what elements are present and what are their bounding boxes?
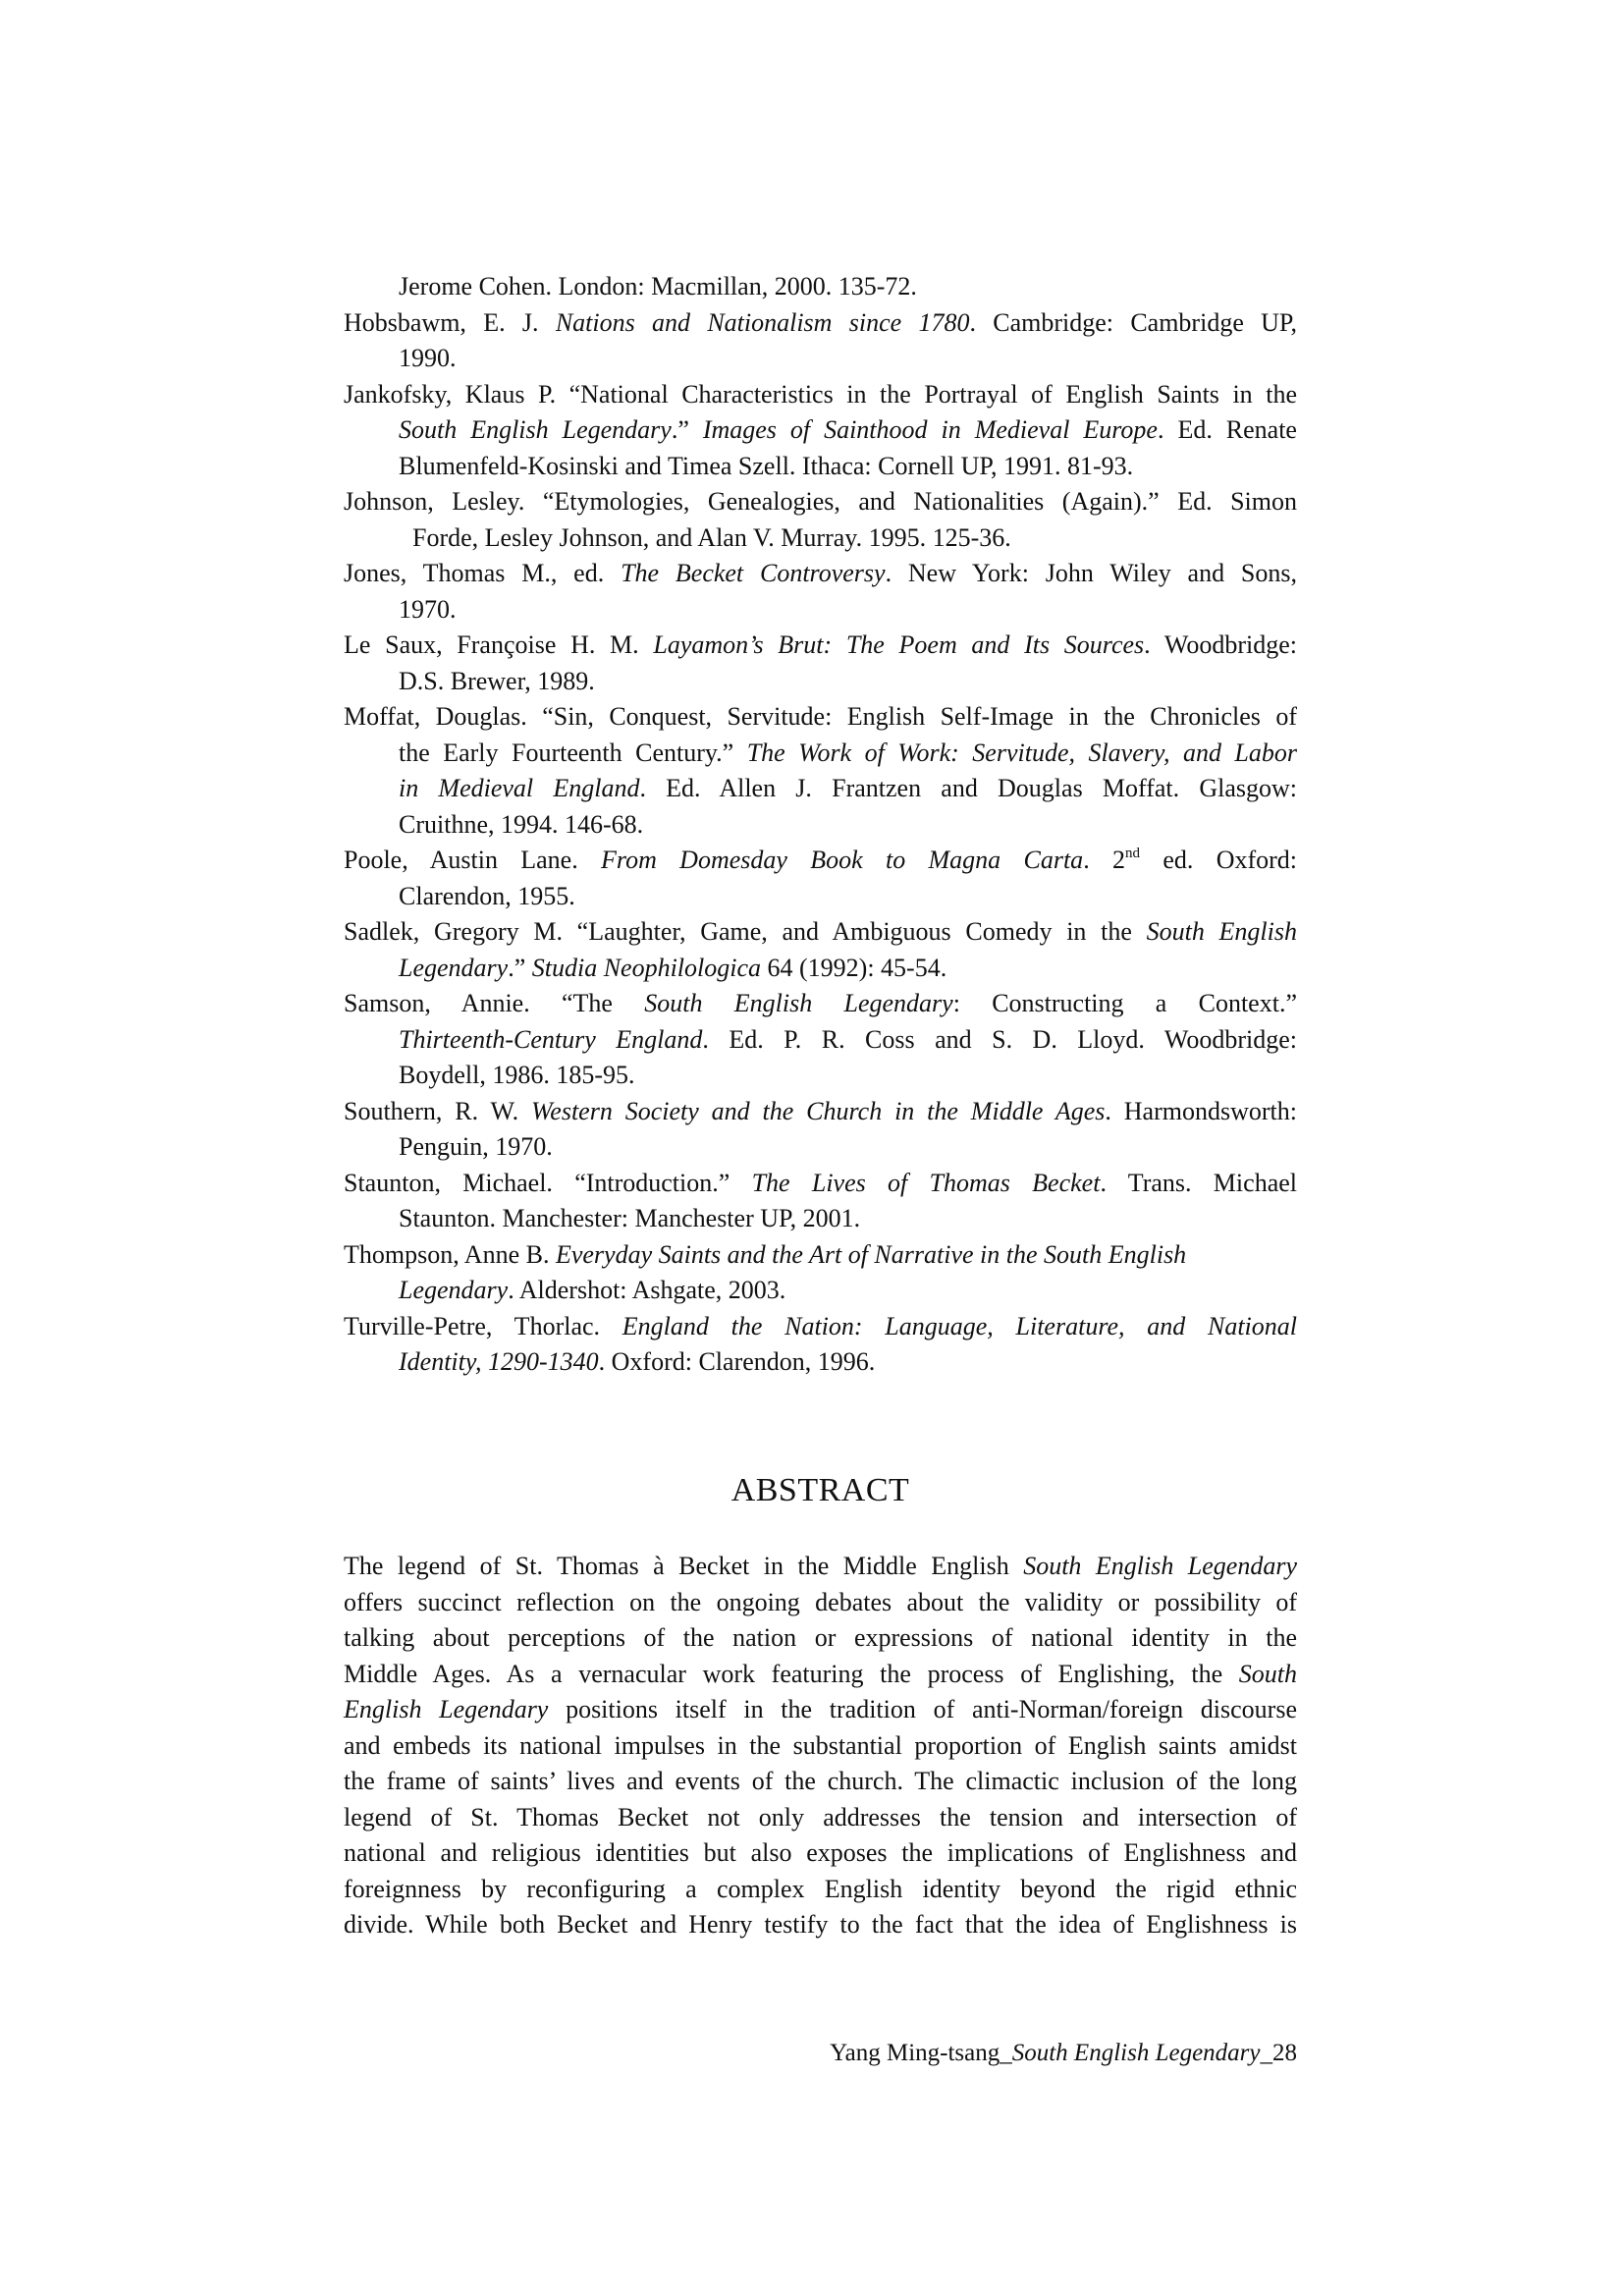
- italic-title: Everyday Saints and the Art of Narrative in the South English: [555, 1239, 1187, 1269]
- reference-line: [344, 1129, 1297, 1166]
- reference-entry: [344, 699, 1297, 843]
- italic-title: South English Legendary: [399, 415, 672, 444]
- abstract-line: [344, 1907, 1297, 1943]
- italic-title: The Becket Controversy: [621, 559, 886, 587]
- abstract-line: [344, 1872, 1297, 1908]
- italic-title: South English Legendary: [1023, 1552, 1297, 1580]
- reference-line: [344, 1201, 1297, 1237]
- reference-line: [344, 879, 1297, 915]
- reference-line: [344, 556, 1297, 592]
- abstract-line: [344, 1800, 1297, 1836]
- reference-line: [344, 986, 1297, 1022]
- reference-entry: [344, 986, 1297, 1094]
- italic-title: South: [1238, 1659, 1297, 1688]
- italic-title: English Legendary: [344, 1695, 549, 1723]
- text-segment: .”: [671, 415, 703, 444]
- text-segment: divide. While both Becket and Henry testify to the fact that the idea of Englishness is: [344, 1910, 1297, 1939]
- reference-entry: [344, 269, 1297, 305]
- text-segment: D.S. Brewer, 1989.: [399, 666, 595, 695]
- italic-title: The Lives of Thomas Becket: [751, 1168, 1101, 1197]
- text-segment: Sadlek, Gregory M. “Laughter, Game, and Ambiguous Comedy in the: [344, 917, 1147, 946]
- abstract-line: [344, 1657, 1297, 1693]
- reference-entry: [344, 305, 1297, 377]
- text-segment: legend of St. Thomas Becket not only addresses the tension and intersection of: [344, 1802, 1297, 1831]
- text-segment: . Ed. P. R. Coss and S. D. Lloyd. Woodbridge:: [702, 1024, 1298, 1054]
- text-segment: Penguin, 1970.: [399, 1132, 553, 1161]
- reference-entry: [344, 628, 1297, 699]
- reference-line: [344, 1094, 1297, 1130]
- text-segment: : Constructing a Context.”: [952, 989, 1297, 1017]
- text-segment: foreignness by reconfiguring a complex English identity beyond the rigid ethnic: [344, 1874, 1297, 1903]
- text-segment: 64 (1992): 45-54.: [761, 953, 947, 982]
- italic-title: The Work of Work: Servitude, Slavery, and Labor: [746, 738, 1297, 767]
- text-segment: . Cambridge: Cambridge UP,: [969, 307, 1298, 337]
- reference-entry: [344, 914, 1297, 986]
- italic-title: Images of Sainthood in Medieval Europe: [702, 415, 1158, 444]
- text-segment: and embeds its national impulses in the substantial proportion of English saints amidst: [344, 1730, 1297, 1760]
- works-cited-list: [344, 269, 1297, 1381]
- italic-title: Studia Neophilologica: [531, 953, 762, 982]
- reference-line: [344, 1022, 1297, 1059]
- text-segment: . Ed. Allen J. Frantzen and Douglas Moffat. Glasgow:: [639, 774, 1297, 802]
- text-segment: . Woodbridge:: [1144, 630, 1297, 659]
- reference-line: [344, 412, 1297, 449]
- reference-line: [344, 736, 1297, 772]
- text-segment: Clarendon, 1955.: [399, 881, 575, 910]
- footer-author: Yang Ming-tsang_: [830, 2040, 1012, 2066]
- text-segment: . 2: [1083, 846, 1126, 874]
- italic-title: South English Legendary: [644, 989, 953, 1017]
- reference-entry: [344, 377, 1297, 485]
- footer-title: South English Legendary: [1011, 2040, 1261, 2066]
- reference-line: [344, 305, 1297, 342]
- abstract-line: [344, 1620, 1297, 1657]
- text-segment: Samson, Annie. “The: [344, 989, 645, 1017]
- text-segment: Cruithne, 1994. 146-68.: [399, 809, 644, 839]
- text-segment: Jankofsky, Klaus P. “National Characteristics in the Portrayal of English Saints in the: [344, 379, 1297, 409]
- reference-entry: [344, 843, 1297, 914]
- abstract-line: [344, 1692, 1297, 1728]
- text-segment: .”: [508, 953, 532, 982]
- reference-entry: [344, 556, 1297, 628]
- reference-entry: [344, 1166, 1297, 1237]
- text-segment: . Oxford: Clarendon, 1996.: [598, 1347, 876, 1376]
- abstract-line: [344, 1549, 1297, 1585]
- text-segment: Boydell, 1986. 185-95.: [399, 1061, 635, 1089]
- italic-title: Legendary: [399, 953, 509, 982]
- text-segment: the Early Fourteenth Century.”: [399, 738, 747, 767]
- text-segment: Blumenfeld-Kosinski and Timea Szell. Ithaca: Cornell UP, 1991. 81-93.: [399, 451, 1134, 480]
- reference-line: [344, 843, 1297, 879]
- text-segment: Le Saux, Françoise H. M.: [344, 630, 654, 659]
- abstract-line: [344, 1728, 1297, 1765]
- abstract-line: [344, 1835, 1297, 1872]
- reference-entry: [344, 1094, 1297, 1166]
- reference-line: [344, 951, 1297, 987]
- text-segment: Staunton, Michael. “Introduction.”: [344, 1168, 752, 1197]
- abstract-line: [344, 1585, 1297, 1621]
- text-segment: . New York: John Wiley and Sons,: [885, 559, 1298, 587]
- running-footer: [830, 2038, 1297, 2069]
- reference-line: [344, 1309, 1297, 1345]
- text-segment: Staunton. Manchester: Manchester UP, 2001.: [399, 1204, 861, 1232]
- text-segment: Johnson, Lesley. “Etymologies, Genealogies, and Nationalities (Again).” Ed. Simon: [344, 487, 1297, 516]
- reference-entry: [344, 1309, 1297, 1381]
- text-segment: 1970.: [399, 594, 457, 624]
- text-segment: offers succinct reflection on the ongoing debates about the validity or possibility of: [344, 1587, 1297, 1616]
- text-segment: Hobsbawm, E. J.: [344, 307, 556, 337]
- reference-line: [344, 1273, 1297, 1309]
- text-segment: . Harmondsworth:: [1105, 1096, 1297, 1125]
- reference-line: [344, 664, 1297, 700]
- text-segment: Turville-Petre, Thorlac.: [344, 1311, 622, 1340]
- text-segment: Jones, Thomas M., ed.: [344, 559, 622, 587]
- reference-line: [344, 628, 1297, 664]
- reference-line: [344, 914, 1297, 951]
- reference-line: [344, 807, 1297, 844]
- text-segment: . Trans. Michael: [1100, 1168, 1297, 1197]
- text-segment: . Aldershot: Ashgate, 2003.: [508, 1276, 786, 1304]
- text-segment: Southern, R. W.: [344, 1096, 532, 1125]
- superscript: nd: [1125, 846, 1141, 861]
- reference-line: [344, 1237, 1297, 1274]
- italic-title: Thirteenth-Century England: [399, 1024, 703, 1054]
- text-segment: Poole, Austin Lane.: [344, 846, 602, 874]
- reference-line: [344, 699, 1297, 736]
- reference-entry: [344, 484, 1297, 556]
- text-segment: 1990.: [399, 344, 457, 372]
- italic-title: South English: [1146, 917, 1297, 946]
- text-segment: Forde, Lesley Johnson, and Alan V. Murray. 1995. 125-36.: [412, 522, 1011, 552]
- reference-line: [344, 1058, 1297, 1094]
- abstract-body: [344, 1549, 1297, 1943]
- italic-title: From Domesday Book to Magna Carta: [601, 846, 1084, 874]
- text-segment: talking about perceptions of the nation or expressions of national identity in the: [344, 1623, 1297, 1652]
- text-segment: The legend of St. Thomas à Becket in the Middle English: [344, 1552, 1024, 1580]
- text-segment: national and religious identities but also exposes the implications of Englishness and: [344, 1838, 1297, 1867]
- footer-page-number: _28: [1260, 2040, 1297, 2066]
- reference-line: [344, 592, 1297, 629]
- italic-title: in Medieval England: [399, 774, 640, 802]
- italic-title: Western Society and the Church in the Middle Ages: [531, 1096, 1106, 1125]
- italic-title: England the Nation: Language, Literature, and National: [622, 1311, 1297, 1340]
- reference-line: [344, 520, 1297, 557]
- text-segment: Middle Ages. As a vernacular work featuring the process of Englishing, the: [344, 1659, 1239, 1688]
- text-segment: . Ed. Renate: [1157, 415, 1297, 444]
- reference-line: [344, 1344, 1297, 1381]
- reference-line: [344, 771, 1297, 807]
- reference-line: [344, 341, 1297, 377]
- text-segment: Moffat, Douglas. “Sin, Conquest, Servitude: English Self-Image in the Chronicles of: [344, 702, 1297, 731]
- text-segment: positions itself in the tradition of anti-Norman/foreign discourse: [548, 1695, 1297, 1723]
- italic-title: Legendary: [399, 1276, 509, 1304]
- reference-line: [344, 1166, 1297, 1202]
- reference-line: [344, 377, 1297, 413]
- reference-line: [344, 449, 1297, 485]
- reference-line: [344, 269, 1297, 305]
- abstract-heading: ABSTRACT: [730, 1472, 910, 1508]
- text-segment: ed. Oxford:: [1140, 846, 1298, 874]
- italic-title: Identity, 1290-1340: [399, 1347, 599, 1376]
- text-segment: Thompson, Anne B.: [344, 1239, 556, 1269]
- reference-entry: [344, 1237, 1297, 1309]
- text-segment: the frame of saints’ lives and events of the church. The climactic inclusion of the long: [344, 1767, 1297, 1795]
- italic-title: Nations and Nationalism since 1780: [555, 307, 970, 337]
- abstract-line: [344, 1764, 1297, 1800]
- italic-title: Layamon’s Brut: The Poem and Its Sources: [653, 630, 1145, 659]
- text-segment: Jerome Cohen. London: Macmillan, 2000. 135-72.: [399, 272, 917, 301]
- reference-line: [344, 484, 1297, 520]
